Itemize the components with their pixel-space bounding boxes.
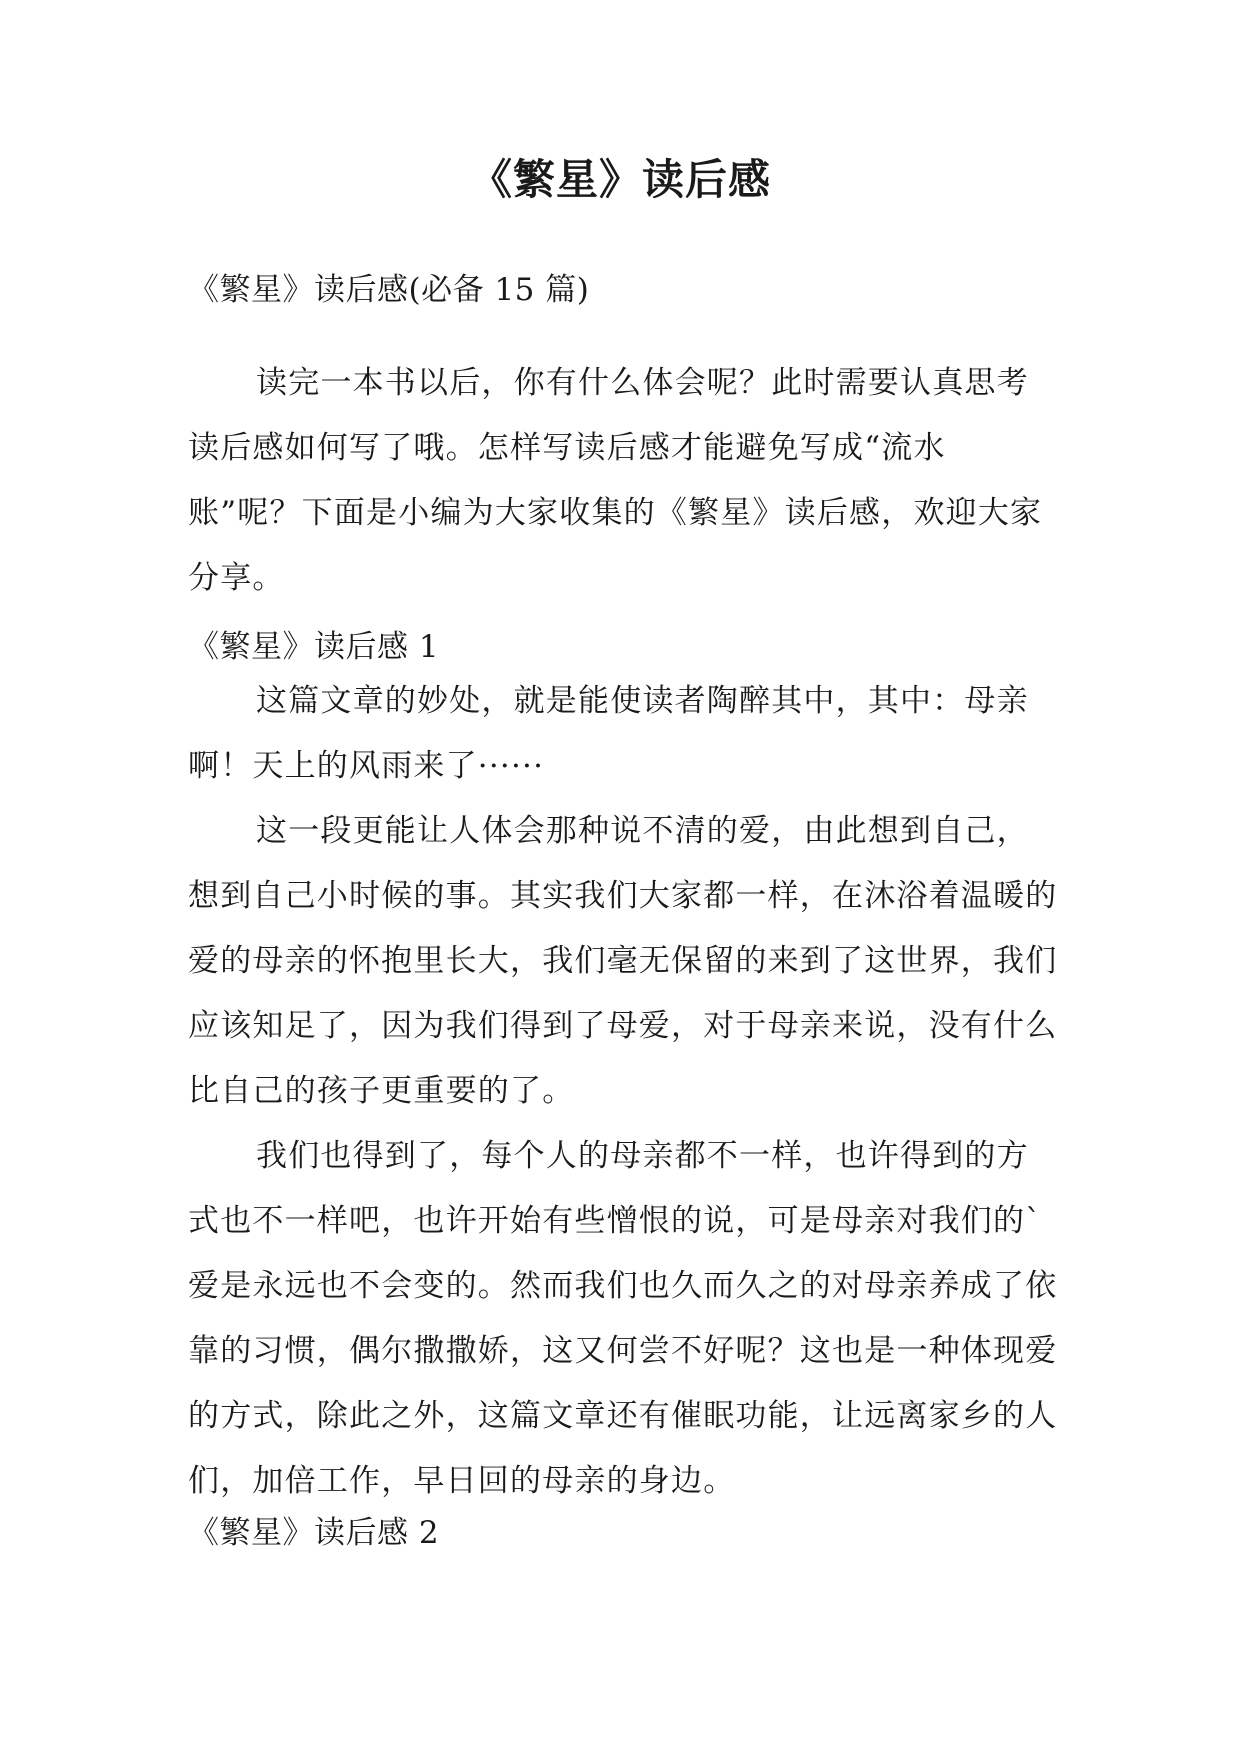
section-1-paragraph-3: 我们也得到了，每个人的母亲都不一样，也许得到的方式也不一样吧，也许开始有些憎恨的说，可是母亲对我们的`爱是永远也不会变的。然而我们也久而久之的对母亲养成了依靠的习惯，偶尔撒撒娇，这又何尝不好呢？这也是一种体现爱的方式，除此之外，这篇文章还有催眠功能，让远离家乡的人们，加倍工作，早日回的母亲的身边。 — [188, 1138, 1058, 1499]
section-heading-1: 《繁星》读后感 1 — [188, 629, 440, 665]
section-1-paragraph-2: 这一段更能让人体会那种说不清的爱，由此想到自己，想到自己小时候的事。其实我们大家都一样，在沐浴着温暖的爱的母亲的怀抱里长大，我们毫无保留的来到了这世界，我们应该知足了，因为我们得到了母爱，对于母亲来说，没有什么比自己的孩子更重要的了。 — [188, 813, 1058, 1109]
section-heading-2: 《繁星》读后感 2 — [188, 1515, 440, 1551]
intro-paragraph: 读完一本书以后，你有什么体会呢？此时需要认真思考读后感如何写了哦。怎样写读后感才能避免写成“流水账”呢？下面是小编为大家收集的《繁星》读后感，欢迎大家分享。 — [188, 365, 1043, 596]
section-1-paragraph-1: 这篇文章的妙处，就是能使读者陶醉其中，其中：母亲啊！天上的风雨来了······ — [188, 683, 1029, 784]
document-subtitle: 《繁星》读后感(必备 15 篇) — [188, 272, 590, 308]
document-title: 《繁星》读后感 — [469, 155, 771, 204]
